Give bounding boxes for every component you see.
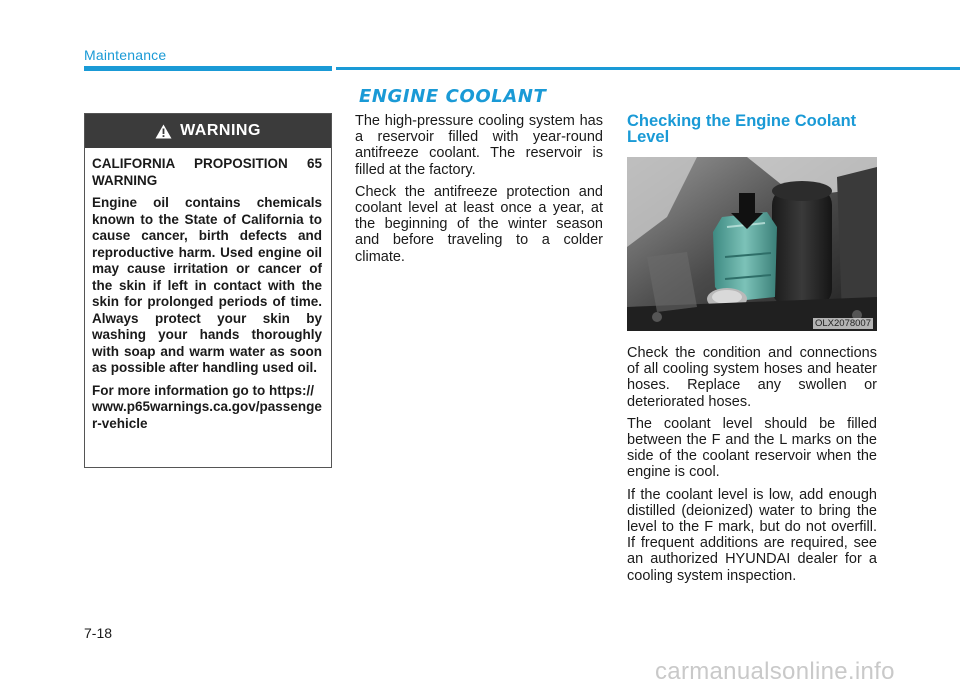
warning-body [85, 148, 331, 432]
intro-column [355, 113, 603, 271]
warning-text: Engine oil contains chemicals known to the State of California to cause cancer, birth defects and reproductive harm. Used engine oil may cause irritation or cancer of the skin if left in contact with the skin for prolonged periods of time. Always protect your skin by washing your hands thoroughly with soap and warm water as soon as possible after handling used oil. [92, 195, 322, 375]
warning-triangle-icon [155, 124, 172, 139]
photo-caption: OLX2078007 [815, 318, 871, 329]
warning-box [84, 113, 332, 468]
intro-paragraph-2: Check the antifreeze protection and coolant level at least once a year, at the beginning of the winter season and before traveling to a colder climate. [355, 183, 603, 265]
warning-title: CALIFORNIA PROPOSITION 65 WARNING [92, 156, 322, 188]
section-label: Maintenance [84, 47, 167, 63]
checking-column [627, 345, 877, 590]
checking-paragraph-2: The coolant level should be filled between the F and the L marks on the side of the coolant reservoir when the engine is cool. [627, 415, 877, 481]
watermark: carmanualsonline.info [655, 658, 895, 685]
warning-header [85, 114, 331, 148]
warning-more-info: For more information go to https://www.p65warnings.ca.gov/passenger-vehicle [92, 382, 322, 431]
warning-header-label: WARNING [180, 122, 261, 139]
checking-paragraph-1: Check the condition and connections of all cooling system hoses and heater hoses. Replace any swollen or deteriorated hoses. [627, 345, 877, 410]
section-title: ENGINE COOLANT [359, 86, 547, 107]
header-rule-thin [336, 67, 960, 70]
intro-paragraph-1: The high-pressure cooling system has a reservoir filled with year-round antifreeze coolant. The reservoir is filled at the factory. [355, 113, 603, 178]
page-number: 7-18 [84, 625, 113, 641]
coolant-reservoir-photo [627, 157, 877, 331]
checking-paragraph-3: If the coolant level is low, add enough distilled (deionized) water to bring the level to the F mark, but do not overfill. If frequent additions are required, see an authorized HYUNDAI dealer for a cooling system inspection. [627, 486, 877, 584]
checking-heading: Checking the Engine Coolant Level [627, 112, 857, 146]
header-rule-thick [84, 66, 332, 71]
